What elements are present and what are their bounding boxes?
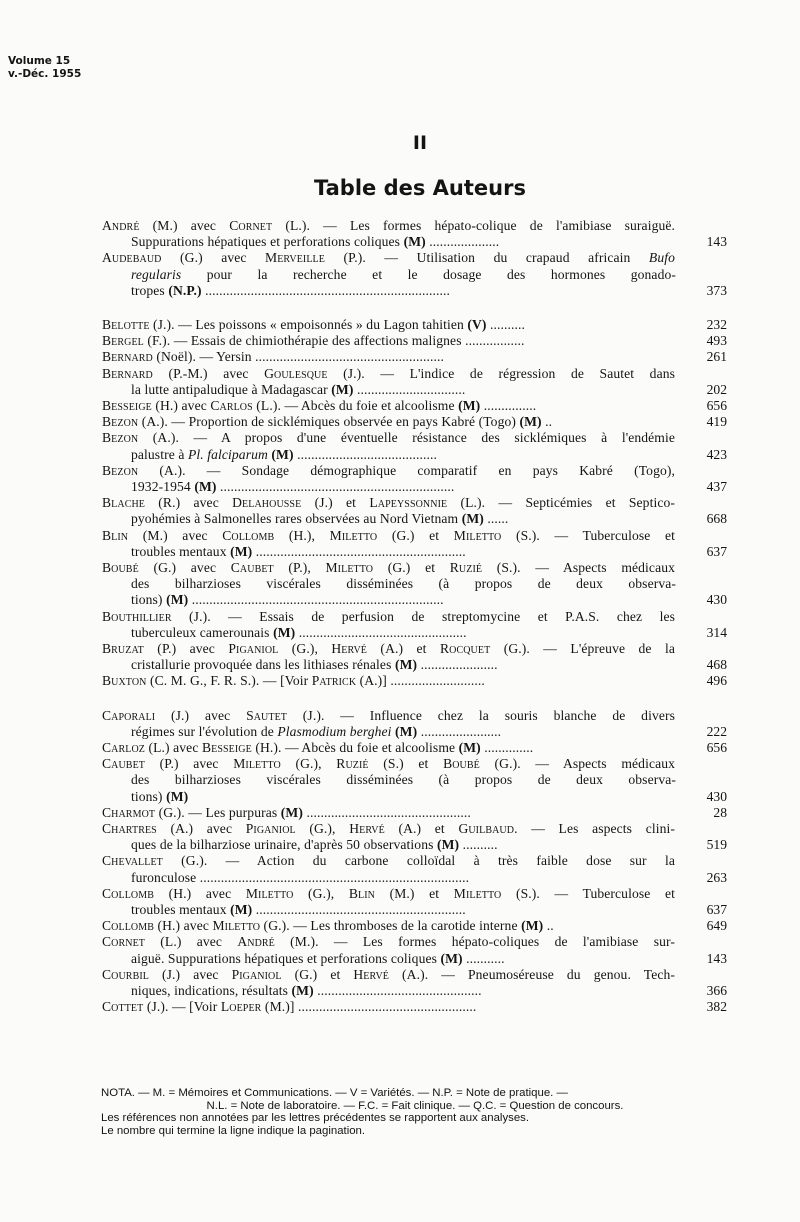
entry-first-line: Bezon (A.). — Sondage démographique comparatif en pays Kabré (Togo), xyxy=(102,462,675,478)
page-number: 496 xyxy=(706,673,727,689)
page-number: 419 xyxy=(706,414,727,430)
volume-label: Volume 15 xyxy=(8,55,71,67)
entry-first-line: Bezon (A.). — Proportion de sicklémiques observée en pays Kabré (Togo) (M) .. xyxy=(102,414,553,430)
entry-continuation-line: tions) (M) ........................................................................ xyxy=(131,592,444,608)
page-number: 430 xyxy=(706,592,727,608)
page-number: 668 xyxy=(706,511,727,527)
entry-first-line: Blache (R.) avec Delahousse (J.) et Lapeyssonnie (L.). — Septicémies et Septico- xyxy=(102,495,675,511)
entry-first-line: Bouthillier (J.). — Essais de perfusion de streptomycine et P.A.S. chez les xyxy=(102,608,675,624)
page-number: 493 xyxy=(706,333,727,349)
page-number: 314 xyxy=(706,624,727,640)
entry-continuation-line: furonculose ............................................................................. xyxy=(131,869,470,885)
entry-continuation-line: ques de la bilharziose urinaire, d'après 50 observations (M) .......... xyxy=(131,837,498,853)
entry-first-line: Chartres (A.) avec Piganiol (G.), Hervé (A.) et Guilbaud. — Les aspects clini- xyxy=(102,821,675,836)
entry-first-line: Carloz (L.) avec Besseige (H.). — Abcès du foie et alcoolisme (M) .............. xyxy=(102,740,534,755)
page-number: 366 xyxy=(706,983,727,998)
page-number: 437 xyxy=(706,479,727,494)
nota-line: NOTA. — M. = Mémoires et Communications. — V = Variétés. — N.P. = Note de pratique. — xyxy=(101,1087,568,1099)
entry-continuation-line: niques, indications, résultats (M) ............................................... xyxy=(131,983,482,998)
entry-continuation-line: troubles mentaux (M) ............................................................ xyxy=(131,902,466,917)
entry-continuation-line: regularis pour la recherche et le dosage des hormones gonado- xyxy=(131,266,676,282)
entry-continuation-line: des bilharzioses viscérales disséminées (à propos de deux observa- xyxy=(131,772,676,788)
page-number: 656 xyxy=(706,740,727,755)
page-number: 649 xyxy=(706,918,727,934)
page-number: 263 xyxy=(706,869,727,885)
page-number: 143 xyxy=(706,234,727,250)
nota-line: Les références non annotées par les lettres précédentes se rapportent aux analyses. xyxy=(101,1112,530,1125)
nota-line: Le nombre qui termine la ligne indique la pagination. xyxy=(101,1124,366,1137)
page-number: 373 xyxy=(706,282,727,298)
entry-continuation-line: cristallurie provoquée dans les lithiases rénales (M) ...................... xyxy=(131,657,498,673)
page-number: 28 xyxy=(713,804,727,820)
entry-continuation-line: régimes sur l'évolution de Plasmodium berghei (M) ....................... xyxy=(131,723,502,739)
entry-continuation-line: tions) (M) xyxy=(131,788,189,804)
page-number: 637 xyxy=(706,902,727,917)
page-number: 519 xyxy=(706,837,727,853)
page-number: 423 xyxy=(706,446,727,462)
section-number: II xyxy=(412,132,428,154)
page-number: 430 xyxy=(706,788,727,804)
entry-first-line: Boubé (G.) avec Caubet (P.), Miletto (G.) et Ruzié (S.). — Aspects médicaux xyxy=(102,560,675,575)
entry-continuation-line: Suppurations hépatiques et perforations coliques (M) .................... xyxy=(131,234,500,250)
entry-continuation-line: palustre à Pl. falciparum (M) ........................................ xyxy=(131,446,438,462)
entry-first-line: Caporali (J.) avec Sautet (J.). — Influence chez la souris blanche de divers xyxy=(102,707,675,723)
entry-first-line: Charmot (G.). — Les purpuras (M) ............................................... xyxy=(102,804,471,820)
page-number: 143 xyxy=(706,950,727,966)
entry-first-line: Bezon (A.). — A propos d'une éventuelle résistance des sicklémiques à l'endémie xyxy=(102,430,675,446)
entry-continuation-line: des bilharzioses viscérales disséminées (à propos de deux observa- xyxy=(131,576,676,592)
entry-first-line: André (M.) avec Cornet (L.). — Les formes hépato-colique de l'amibiase suraiguë. xyxy=(102,218,675,233)
entry-first-line: Blin (M.) avec Collomb (H.), Miletto (G.) et Miletto (S.). — Tuberculose et xyxy=(102,527,675,543)
entry-continuation-line: la lutte antipaludique à Madagascar (M) ............................... xyxy=(131,381,466,397)
period-label: v.-Déc. 1955 xyxy=(8,68,82,80)
entry-first-line: Collomb (H.) avec Miletto (G.). — Les thromboses de la carotide interne (M) .. xyxy=(102,918,554,934)
entry-continuation-line: pyohémies à Salmonelles rares observées au Nord Vietnam (M) ...... xyxy=(131,511,509,527)
entry-first-line: Buxton (C. M. G., F. R. S.). — [Voir Patrick (A.)] ........................... xyxy=(102,673,485,689)
nota-line: N.L. = Note de laboratoire. — F.C. = Fait clinique. — Q.C. = Question de concours. xyxy=(206,1099,624,1112)
entry-first-line: Bernard (Noël). — Yersin ...................................................... xyxy=(102,349,445,365)
page-number: 261 xyxy=(706,349,727,365)
entry-continuation-line: tuberculeux camerounais (M) ................................................ xyxy=(131,624,467,640)
nota-footnote xyxy=(101,1087,729,1137)
entry-first-line: Bernard (P.-M.) avec Goulesque (J.). — L'indice de régression de Sautet dans xyxy=(102,365,675,381)
entry-continuation-line: tropes (N.P.) ...................................................................... xyxy=(131,282,451,298)
entry-first-line: Cottet (J.). — [Voir Loeper (M.)] ................................................... xyxy=(102,999,477,1015)
entry-first-line: Collomb (H.) avec Miletto (G.), Blin (M.) et Miletto (S.). — Tuberculose et xyxy=(102,885,675,901)
entry-first-line: Audebaud (G.) avec Merveille (P.). — Utilisation du crapaud africain Bufo xyxy=(102,250,675,266)
entry-first-line: Cornet (L.) avec André (M.). — Les formes hépato-coliques de l'amibiase sur- xyxy=(102,934,675,950)
entry-first-line: Caubet (P.) avec Miletto (G.), Ruzié (S.) et Boubé (G.). — Aspects médicaux xyxy=(102,756,675,772)
entry-first-line: Courbil (J.) avec Piganiol (G.) et Hervé (A.). — Pneumoséreuse du genou. Tech- xyxy=(102,966,675,982)
entry-continuation-line: aiguë. Suppurations hépatiques et perforations coliques (M) ........... xyxy=(131,950,505,966)
entry-first-line: Bruzat (P.) avec Piganiol (G.), Hervé (A.) et Rocquet (G.). — L'épreuve de la xyxy=(102,641,675,656)
page-title: Table des Auteurs xyxy=(314,176,526,200)
entry-first-line: Chevallet (G.). — Action du carbone colloïdal à très faible dose sur la xyxy=(102,853,675,869)
page-number: 637 xyxy=(706,543,727,559)
entry-continuation-line: troubles mentaux (M) ............................................................ xyxy=(131,543,466,559)
entry-first-line: Bergel (F.). — Essais de chimiothérapie des affections malignes ................. xyxy=(102,333,525,349)
page-number: 468 xyxy=(706,657,727,673)
page-number: 232 xyxy=(706,317,727,332)
entry-first-line: Besseige (H.) avec Carlos (L.). — Abcès du foie et alcoolisme (M) ............... xyxy=(102,398,537,413)
entry-continuation-line: 1932-1954 (M) ................................................................... xyxy=(131,479,455,494)
page-number: 656 xyxy=(706,398,727,413)
page-number: 222 xyxy=(706,723,727,739)
page-number: 382 xyxy=(706,999,727,1015)
page-number: 202 xyxy=(706,381,727,397)
entry-first-line: Belotte (J.). — Les poissons « empoisonnés » du Lagon tahitien (V) .......... xyxy=(102,317,526,332)
